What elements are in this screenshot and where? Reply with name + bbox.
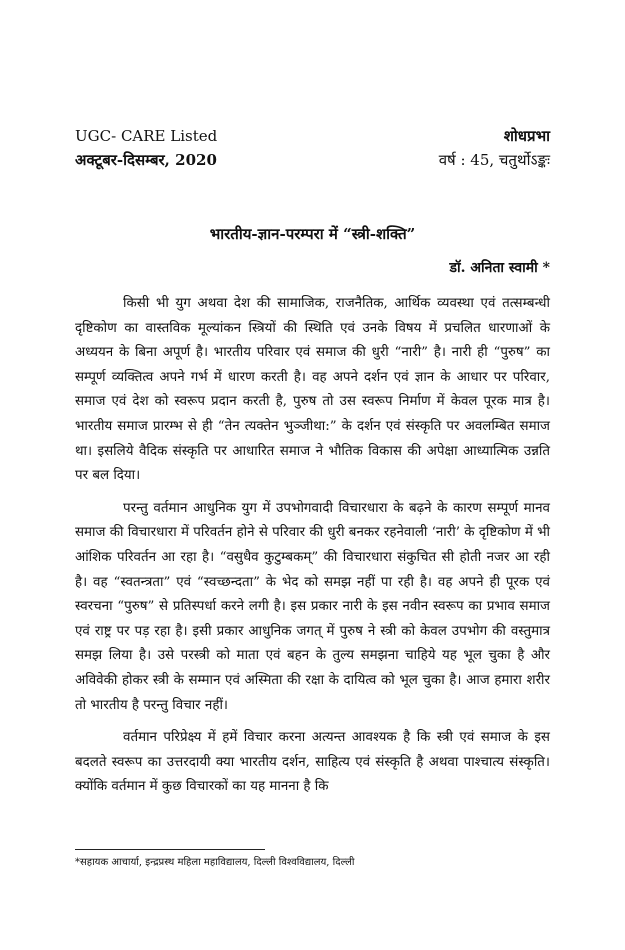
journal-listing: UGC- CARE Listed (75, 127, 218, 145)
author-footnote: *सहायक आचार्या, इन्द्रप्रस्थ महिला महाविद्यालय, दिल्ली विश्वविद्यालय, दिल्ली (75, 857, 355, 868)
article-author: डॉ. अनिता स्वामी * (449, 260, 550, 276)
paragraph-1: किसी भी युग अथवा देश की सामाजिक, राजनैतिक, आर्थिक व्यवस्था एवं तत्सम्बन्धी दृष्टिकोण का वास्तविक मूल्यांकन स्त्रियों की स्थिति एवं उनके विषय में प्रचलित धारणाओं के अध्ययन के बिना अपूर्ण है। भारतीय परिवार एवं समाज की धुरी “नारी” है। नारी ही “पुरुष” का सम्पूर्ण व्यक्तित्व अपने गर्भ में धारण करती है। वह अपने दर्शन एवं ज्ञान के आधार पर परिवार, समाज एवं देश को स्वरूप प्रदान करती है, पुरुष तो उस स्वरूप निर्माण में केवल पूरक मात्र है। भारतीय समाज प्रारम्भ से ही “तेन त्यक्तेन भुञ्जीथा:” के दर्शन एवं संस्कृति पर अवलम्बित समाज था। इसलिये वैदिक संस्कृति पर आधारित समाज ने भौतिक विकास की अपेक्षा आध्यात्मिक उन्नति पर बल दिया। (75, 296, 550, 484)
paragraph-3: वर्तमान परिप्रेक्ष्य में हमें विचार करना अत्यन्त आवश्यक है कि स्त्री एवं समाज के इस बदलते स्वरूप का उत्तरदायी क्या भारतीय दर्शन, साहित्य एवं संस्कृति है अथवा पाश्चात्य संस्कृति। क्योंकि वर्तमान में कुछ विचारकों का यह मानना है कि (75, 730, 550, 795)
article-title: भारतीय-ज्ञान-परम्परा में “स्त्री-शक्ति” (209, 225, 416, 243)
header-row-1 (75, 126, 550, 150)
issue-volume: वर्ष : 45, चतुर्थोऽङ्कः (438, 151, 550, 169)
paragraph-2: परन्तु वर्तमान आधुनिक युग में उपभोगवादी विचारधारा के बढ़ने के कारण सम्पूर्ण मानव समाज की विचारधारा में परिवर्तन होने से परिवार की धुरी बनकर रहनेवाली ‘नारी’ के दृष्टिकोण में भी आंशिक परिवर्तन आ रहा है। “वसुधैव कुटुम्बकम्” की विचारधारा संकुचित सी होती नजर आ रही है। वह “स्वतन्त्रता” एवं “स्वच्छन्दता” के भेद को समझ नहीं पा रही है। वह अपने ही पूरक एवं स्वरचना “पुरुष” से प्रतिस्पर्धा करने लगी है। इस प्रकार नारी के इस नवीन स्वरूप का प्रभाव समाज एवं राष्ट्र पर पड़ रहा है। इसी प्रकार आधुनिक जगत् में पुरुष ने स्त्री को केवल उपभोग की वस्तुमात्र समझ लिया है। उसे परस्त्री को माता एवं बहन के तुल्य समझना चाहिये यह भूल चुका है और अविवेकी होकर स्त्री के सम्मान एवं अस्मिता की रक्षा के दायित्व को भूल चुका है। आज हमारा शरीर तो भारतीय है परन्तु विचार नहीं। (75, 500, 551, 713)
journal-name: शोधप्रभा (503, 127, 550, 145)
page-header (75, 126, 550, 174)
footnote-divider (75, 849, 265, 850)
issue-date: अक्टूबर-दिसम्बर, 2020 (75, 151, 217, 169)
article-body (75, 292, 550, 808)
header-row-2 (75, 150, 550, 174)
